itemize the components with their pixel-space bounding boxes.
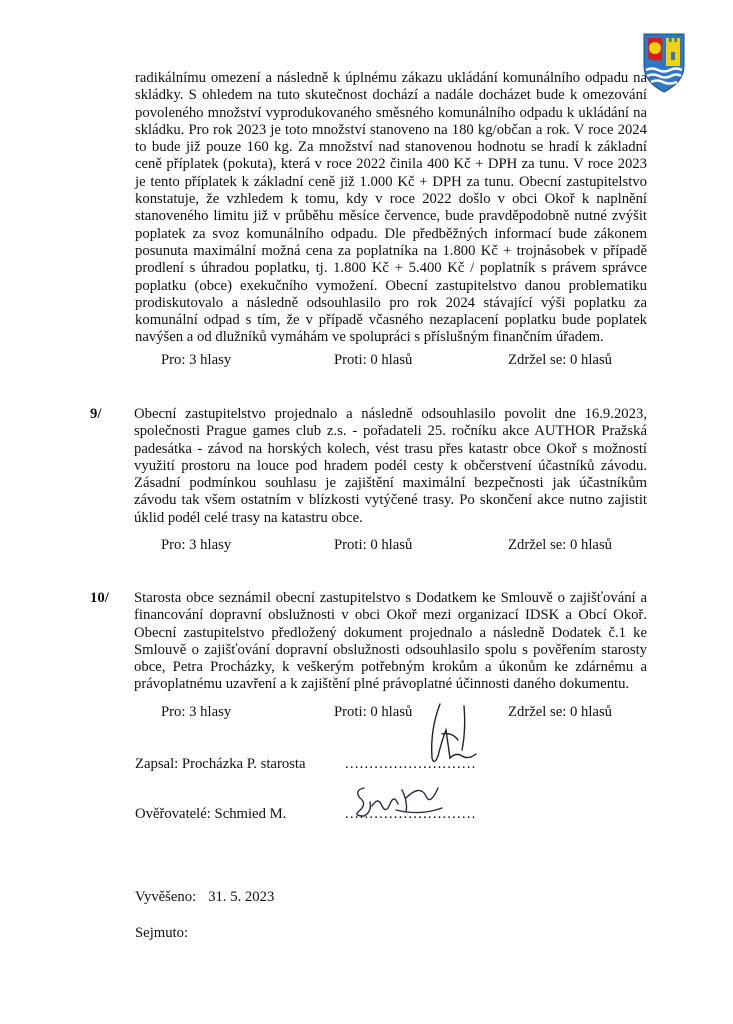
votes-against: Proti: 0 hlasů — [334, 352, 413, 368]
signature-line-recorder: ........................... — [345, 756, 477, 772]
votes-against: Proti: 0 hlasů — [334, 537, 413, 553]
votes-abstain: Zdržel se: 0 hlasů — [508, 352, 613, 368]
municipal-crest-icon — [640, 32, 688, 94]
paragraph-waste-fee: radikálnímu omezení a následně k úplnému zákazu ukládání komunálního odpadu na skládky. S ohledem na tuto skutečnost dochází a nadále docházet bude k omezování povoleného množství vyprodukovaného směsného komunálního odpadu k ukládání na skládku. Pro rok 2023 je toto množství stanoveno na 180 kg/občan a rok. V roce 2024 to bude již pouze 160 kg. Za množství nad stanovenou hodnotu se hradí k základní ceně příplatek (pokuta), která v roce 2022 činila 400 Kč + DPH za tunu. V roce 2023 je tento příplatek k základní ceně již 1.000 Kč + DPH za tunu. Obecní zastupitelstvo konstatuje, že vzhledem k tomu, kdy v roce 2022 došlo v obci Okoř k naplnění stanoveného limitu již v průběhu měsíce července, bude pravděpodobně nutné zvýšit poplatek za svoz komunálního odpadu. Dle předběžných informací bude zákonem posunuta maximální možná cena za poplatníka na 1.800 Kč + trojnásobek v případě prodlení s úhradou poplatku, tj. 1.800 Kč + 5.400 Kč / poplatník s právem správce poplatku (obce) exekučního vymožení. Obecní zastupitelstvo danou problematiku prodiskutovalo a následně odsouhlasilo pro rok 2024 stávající výši poplatku za komunální odpad s tím, že v případě včasného nezaplacení poplatku bude poplatek navýšen a od dlužníků vymáhám ve spolupráci s příslušným finančním úřadem. — [135, 70, 647, 346]
vote-result-transport-contract — [0, 704, 733, 724]
posted-value: 31. 5. 2023 — [208, 889, 275, 905]
verified-by: Ověřovatelé: Schmied M. — [135, 806, 287, 822]
item-number-9: 9/ — [90, 406, 102, 422]
item-number-10: 10/ — [90, 590, 109, 606]
votes-against: Proti: 0 hlasů — [334, 704, 413, 720]
votes-for: Pro: 3 hlasy — [161, 352, 232, 368]
paragraph-transport-contract: Starosta obce seznámil obecní zastupitelstvo s Dodatkem ke Smlouvě o zajišťování a financování dopravní obslužnosti v obci Okoř mezi organizací IDSK a Obcí Okoř. Obecní zastupitelstvo předložený dokument projednalo a následně Dodatek č.1 ke Smlouvě o zajišťování dopravní obslužnosti odsouhlasilo spolu s pověřením starosty obce, Petra Procházky, k veškerým potřebným krokům a úkonům ke zdárnému a právoplatnému uzavření a k zajištění plné právoplatné účinnosti daného dokumentu. — [134, 590, 647, 693]
votes-for: Pro: 3 hlasy — [161, 537, 232, 553]
vote-result-cycling-race — [0, 537, 733, 557]
posted-date — [135, 889, 274, 906]
paragraph-cycling-race: Obecní zastupitelstvo projednalo a následně odsouhlasilo povolit dne 16.9.2023, společnosti Prague games club z.s. - pořadateli 25. ročníku akce AUTHOR Pražská padesátka - závod na horských kolech, vést trasu přes katastr obce Okoř s možností využití prostoru na louce pod hradem podél cesty k občerstvení účastníků závodu. Zásadní podmínkou souhlasu je zajištění maximální bezpečnosti jak účastníkům závodu tak všem ostatním v blízkosti vytýčené trasy. Po skončení akce nutno zajistit úklid podél celé trasy na katastru obce. — [134, 406, 647, 526]
removed-date — [135, 925, 188, 942]
signature-line-verifier: ........................... — [345, 806, 477, 822]
votes-for: Pro: 3 hlasy — [161, 704, 232, 720]
posted-label: Vyvěšeno: — [135, 889, 197, 905]
removed-label: Sejmuto: — [135, 925, 189, 941]
vote-result-waste-fee — [0, 352, 733, 372]
recorded-by: Zapsal: Procházka P. starosta — [135, 756, 306, 772]
votes-abstain: Zdržel se: 0 hlasů — [508, 537, 613, 553]
votes-abstain: Zdržel se: 0 hlasů — [508, 704, 613, 720]
